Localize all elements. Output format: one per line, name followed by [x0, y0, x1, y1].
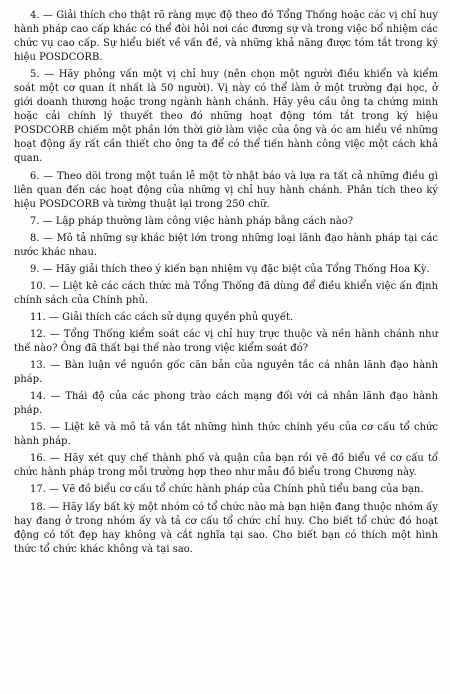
question-14: [14, 390, 438, 418]
question-number: 15. —: [30, 422, 61, 434]
question-text: Liệt kê và mô tả vắn tắt những hình thức chính yếu của cơ cấu tổ chức hành pháp.: [14, 422, 438, 448]
question-text: Liệt kê các cách thức mà Tổng Thống đã dùng để điều khiển việc ấn định chính sách của Chính phủ.: [14, 280, 438, 306]
question-17: [14, 483, 438, 497]
question-9: [14, 263, 438, 277]
question-text: Mô tả những sự khác biệt lớn trong những loại lãnh đạo hành pháp tại các nước khác nhau.: [14, 232, 438, 258]
question-number: 9. —: [30, 263, 53, 275]
question-number: 10. —: [30, 280, 60, 292]
question-text: Tổng Thống kiểm soát các vị chỉ huy trực thuộc và nền hành chánh như thế nào? Ông đã thất bại thế nào trong việc kiểm soát đó?: [14, 328, 438, 355]
question-4: [14, 9, 438, 65]
question-12: [14, 328, 438, 356]
question-11: [14, 311, 438, 325]
question-number: 13. —: [30, 360, 61, 372]
question-number: 16. —: [30, 453, 60, 465]
question-text: Vẽ đồ biểu cơ cấu tổ chức hành pháp của Chính phủ tiểu bang của bạn.: [62, 484, 424, 496]
question-7: [14, 215, 438, 229]
question-number: 4. —: [30, 10, 53, 21]
question-18: [14, 501, 438, 557]
question-number: 14. —: [30, 391, 61, 403]
question-5: [14, 68, 438, 166]
question-number: 17. —: [30, 484, 59, 496]
question-number: 8. —: [30, 232, 54, 244]
question-16: [14, 452, 438, 480]
question-8: [14, 232, 438, 260]
question-number: 5. —: [30, 69, 55, 81]
question-number: 18. —: [30, 501, 59, 513]
question-text: Hãy lấy bất kỳ một nhóm có tổ chức nào mà bạn hiện đang thuộc nhóm ấy hay đang ở trong nhóm ấy và tả cơ cấu tổ chức chỉ huy. Cho biết tổ chức đó hoạt động có tốt đẹp hay không và cắt nghĩa tại sao. Cho biết bạn có thích một hình thức tổ chức khác không và tại sao.: [14, 501, 439, 555]
question-text: Thái độ của các phong trào cách mạng đối với cá nhân lãnh đạo hành pháp.: [14, 391, 439, 417]
question-6: [14, 170, 438, 212]
question-number: 6. —: [30, 170, 54, 182]
question-number: 7. —: [30, 215, 53, 227]
question-text: Hãy giải thích theo ý kiến bạn nhiệm vụ đặc biệt của Tổng Thống Hoa Kỳ.: [55, 263, 430, 275]
question-text: Theo dõi trong một tuần lễ một tờ nhật báo và lựa ra tất cả những điều gì liên quan đến các hoạt động của những vị chỉ huy hành chánh. Phân tích theo ký hiệu POSDCORB và tường thuật lại trong 250 chữ.: [14, 170, 438, 210]
question-15: [14, 421, 438, 449]
question-number: 12. —: [30, 328, 60, 340]
question-text: Giải thích cho thật rõ ràng mực độ theo đó Tổng Thống hoặc các vị chỉ huy hành pháp cao cấp khác có thể đòi hỏi nơi các đương sự và trong việc bổ nhiệm các chức vụ cao cấp. Sự hiểu biết về vấn đề, và những khả năng được tóm tắt trong ký hiệu POSDCORB.: [14, 10, 438, 64]
question-text: Bàn luận về nguồn gốc căn bản của nguyên tắc cá nhân lãnh đạo hành pháp.: [14, 360, 438, 386]
question-text: Lập pháp thường làm công việc hành pháp bằng cách nào?: [55, 215, 354, 227]
question-10: [14, 280, 438, 308]
question-13: [14, 359, 438, 387]
question-number: 11. —: [30, 311, 59, 323]
question-text: Giải thích các cách sử dụng quyền phủ quyết.: [62, 311, 294, 323]
question-text: Hãy phỏng vấn một vị chỉ huy (nên chọn một người điều khiển và kiểm soát một cơ quan ít nhất là 50 người). Vị này có thể làm ở một trường đại học, ở giới doanh thương hoặc trong ngành hành chánh. Hãy yêu cầu ông ta chứng minh hoặc cải chính lý thuyết theo đó những hoạt động tóm tắt trong ký hiệu POSDCORB chiếm một phần lớn thời giờ làm việc của ông và óc am hiểu về những hoạt động ấy rất cần thiết cho ông ta để có thể tiến hành công việc một cách khả quan.: [14, 69, 438, 165]
question-text: Hãy xét quy chế thành phố và quận của bạn rồi vẽ đồ biểu về cơ cấu tổ chức hành pháp trong mỗi trường hợp theo như mẫu đồ biểu trong Chương này.: [14, 453, 438, 479]
